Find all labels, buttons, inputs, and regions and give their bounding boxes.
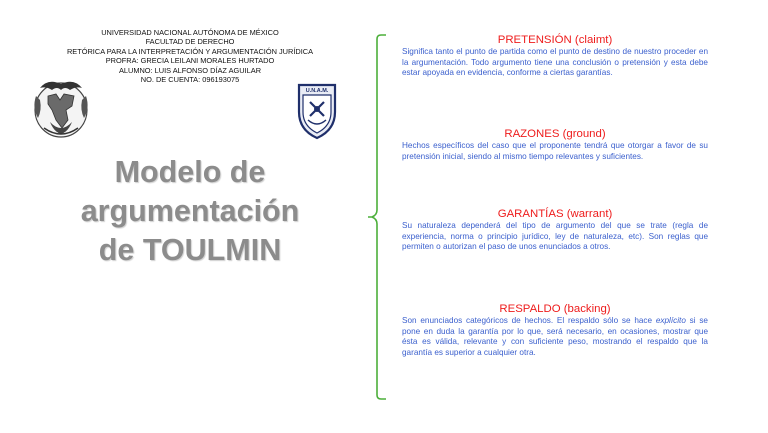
account-number: NO. DE CUENTA: 096193075 bbox=[140, 75, 240, 85]
course-name: RETÓRICA PARA LA INTERPRETACIÓN Y ARGUMENTACIÓN JURÍDICA bbox=[66, 46, 314, 56]
unam-shield-icon bbox=[296, 82, 338, 140]
section-body-text: si se pone en duda la garantía por lo que, será necesario, en ocasiones, mostrar que ésta es válida, relevante y con suficiente peso, mostrando el respaldo que la garantía es superior a cualquier otra. bbox=[402, 316, 708, 357]
section-body: Significa tanto el punto de partida como el punto de destino de nuestro proceder en la argumentación. Todo argumento tiene una conclusión o pretensión y esta debe estar apoyada en evidencia, conforme a ciertas garantías. bbox=[402, 47, 708, 78]
university-name: UNIVERSIDAD NACIONAL AUTÓNOMA DE MÉXICO bbox=[101, 28, 279, 37]
section-title: PRETENSIÓN (claimt) bbox=[497, 34, 613, 46]
shield-text: U.N.A.M. bbox=[305, 88, 329, 94]
main-title-line: argumentación bbox=[80, 194, 300, 228]
section-body bbox=[402, 316, 708, 358]
section-title: RAZONES (ground) bbox=[504, 128, 606, 140]
curly-brace bbox=[366, 34, 388, 400]
faculty-name: FACULTAD DE DERECHO bbox=[145, 37, 235, 47]
section-body-text: Son enunciados categóricos de hechos. El respaldo sólo se hace bbox=[402, 316, 653, 325]
unam-coat-of-arms-icon bbox=[30, 74, 92, 140]
section-body: Hechos específicos del caso que el proponente tendrá que otorgar a favor de su pretensión inicial, siendo al mismo tiempo relevantes y suficientes. bbox=[402, 141, 708, 161]
main-title-line: Modelo de bbox=[114, 155, 266, 189]
section-title: RESPALDO (backing) bbox=[499, 303, 611, 315]
section-body: Su naturaleza dependerá del tipo de argumento del que se trate (regla de experiencia, norma o principio jurídico, ley de naturaleza, etc). Son reglas que permiten o autorizan el paso de unos enunciados a otros. bbox=[402, 221, 708, 252]
student-name: ALUMNO: LUIS ALFONSO DÍAZ AGUILAR bbox=[118, 65, 262, 75]
section-razones bbox=[402, 127, 708, 162]
main-title-line: de TOULMIN bbox=[98, 233, 282, 267]
section-garantias bbox=[402, 207, 708, 253]
section-title: GARANTÍAS (warrant) bbox=[497, 208, 613, 220]
main-title bbox=[40, 153, 340, 270]
section-body-italic: explícito bbox=[655, 316, 686, 325]
section-pretension bbox=[402, 33, 708, 79]
professor-name: PROFRA: GRECIA LEILANI MORALES HURTADO bbox=[105, 56, 275, 66]
section-respaldo bbox=[402, 302, 708, 358]
